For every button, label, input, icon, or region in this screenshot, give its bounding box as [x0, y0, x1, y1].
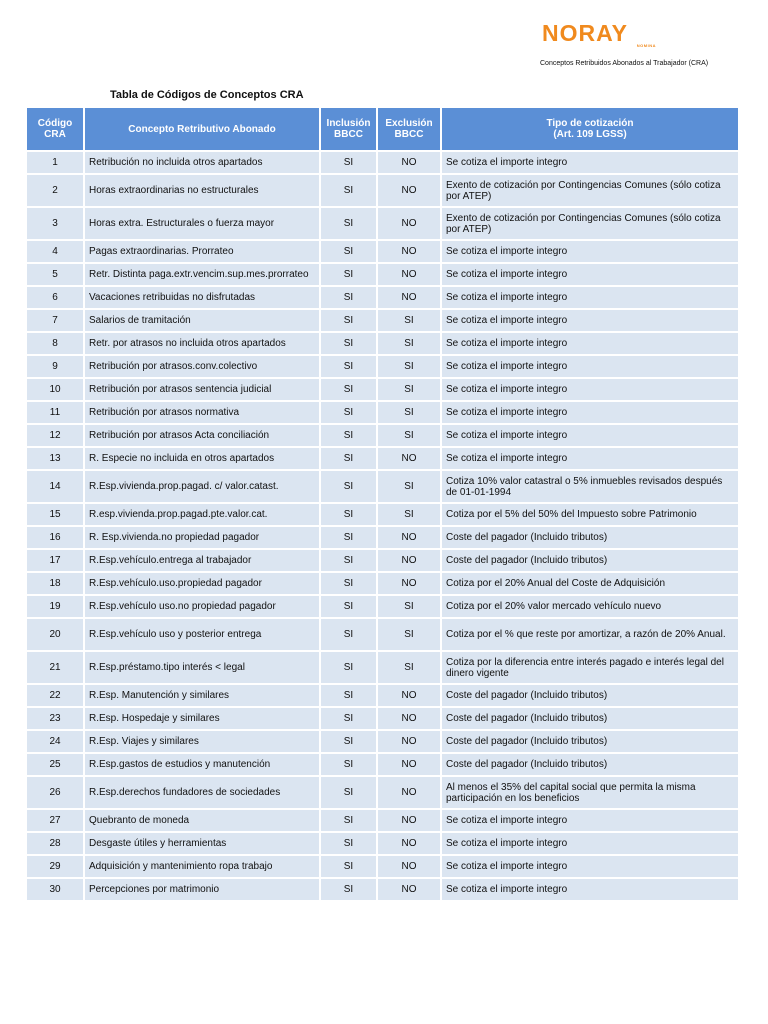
header-code: Código CRA — [27, 108, 83, 150]
exclusion-cell: SI — [378, 596, 440, 617]
code-cell: 3 — [27, 208, 83, 239]
header-tipo — [442, 108, 738, 150]
exclusion-cell: NO — [378, 833, 440, 854]
concept-cell: R.Esp. Hospedaje y similares — [85, 708, 319, 729]
table-row — [27, 287, 738, 308]
document-subtitle: Conceptos Retribuidos Abonados al Trabajador (CRA) — [540, 60, 709, 67]
exclusion-cell: NO — [378, 241, 440, 262]
table-row — [27, 356, 738, 377]
exclusion-cell: NO — [378, 754, 440, 775]
concept-cell: R.Esp.vehículo.entrega al trabajador — [85, 550, 319, 571]
tipo-cell: Cotiza por el % que reste por amortizar, a razón de 20% Anual. — [442, 619, 738, 650]
inclusion-cell: SI — [321, 550, 376, 571]
code-cell: 26 — [27, 777, 83, 808]
exclusion-cell: NO — [378, 810, 440, 831]
tipo-cell: Se cotiza el importe integro — [442, 425, 738, 446]
exclusion-cell: SI — [378, 333, 440, 354]
exclusion-cell: NO — [378, 708, 440, 729]
exclusion-cell: NO — [378, 208, 440, 239]
concept-cell: R. Esp.vivienda.no propiedad pagador — [85, 527, 319, 548]
inclusion-cell: SI — [321, 685, 376, 706]
tipo-cell: Se cotiza el importe integro — [442, 402, 738, 423]
tipo-cell: Exento de cotización por Contingencias Comunes (sólo cotiza por ATEP) — [442, 175, 738, 206]
code-cell: 18 — [27, 573, 83, 594]
table-row — [27, 471, 738, 502]
concept-cell: Horas extra. Estructurales o fuerza mayor — [85, 208, 319, 239]
inclusion-cell: SI — [321, 596, 376, 617]
exclusion-cell: NO — [378, 685, 440, 706]
inclusion-cell: SI — [321, 333, 376, 354]
code-cell: 28 — [27, 833, 83, 854]
table-row — [27, 527, 738, 548]
table-row — [27, 833, 738, 854]
tipo-cell: Se cotiza el importe integro — [442, 448, 738, 469]
concept-cell: R. Especie no incluida en otros apartados — [85, 448, 319, 469]
code-cell: 5 — [27, 264, 83, 285]
concept-cell: R.Esp.préstamo.tipo interés < legal — [85, 652, 319, 683]
tipo-cell: Coste del pagador (Incluido tributos) — [442, 754, 738, 775]
noray-logo — [542, 22, 662, 48]
exclusion-cell: SI — [378, 425, 440, 446]
concept-cell: Retribución por atrasos sentencia judicial — [85, 379, 319, 400]
tipo-cell: Cotiza por el 5% del 50% del Impuesto sobre Patrimonio — [442, 504, 738, 525]
inclusion-cell: SI — [321, 731, 376, 752]
inclusion-cell: SI — [321, 208, 376, 239]
table-row — [27, 754, 738, 775]
code-cell: 2 — [27, 175, 83, 206]
concept-cell: R.Esp.vehículo.uso.propiedad pagador — [85, 573, 319, 594]
code-cell: 30 — [27, 879, 83, 900]
table-row — [27, 448, 738, 469]
code-cell: 29 — [27, 856, 83, 877]
inclusion-cell: SI — [321, 152, 376, 173]
code-cell: 13 — [27, 448, 83, 469]
table-header-row — [27, 108, 738, 150]
concept-cell: Quebranto de moneda — [85, 810, 319, 831]
concept-cell: R.Esp.derechos fundadores de sociedades — [85, 777, 319, 808]
concept-cell: R.Esp.vehículo uso.no propiedad pagador — [85, 596, 319, 617]
code-cell: 27 — [27, 810, 83, 831]
code-cell: 20 — [27, 619, 83, 650]
exclusion-cell: NO — [378, 264, 440, 285]
table-row — [27, 731, 738, 752]
concept-cell: R.Esp.vehículo uso y posterior entrega — [85, 619, 319, 650]
exclusion-cell: NO — [378, 152, 440, 173]
tipo-cell: Cotiza 10% valor catastral o 5% inmuebles revisados después de 01-01-1994 — [442, 471, 738, 502]
tipo-cell: Coste del pagador (Incluido tributos) — [442, 685, 738, 706]
table-row — [27, 425, 738, 446]
inclusion-cell: SI — [321, 879, 376, 900]
code-cell: 16 — [27, 527, 83, 548]
code-cell: 14 — [27, 471, 83, 502]
inclusion-cell: SI — [321, 573, 376, 594]
table-row — [27, 573, 738, 594]
inclusion-cell: SI — [321, 287, 376, 308]
code-cell: 15 — [27, 504, 83, 525]
inclusion-cell: SI — [321, 527, 376, 548]
inclusion-cell: SI — [321, 379, 376, 400]
exclusion-cell: SI — [378, 504, 440, 525]
exclusion-cell: NO — [378, 448, 440, 469]
concept-cell: R.Esp.vivienda.prop.pagad. c/ valor.catast. — [85, 471, 319, 502]
code-cell: 11 — [27, 402, 83, 423]
exclusion-cell: SI — [378, 652, 440, 683]
exclusion-cell: NO — [378, 731, 440, 752]
header-inclusion: Inclusión BBCC — [321, 108, 376, 150]
tipo-cell: Cotiza por la diferencia entre interés pagado e interés legal del dinero vigente — [442, 652, 738, 683]
header-exclusion: Exclusión BBCC — [378, 108, 440, 150]
tipo-cell: Coste del pagador (Incluido tributos) — [442, 527, 738, 548]
exclusion-cell: NO — [378, 777, 440, 808]
concept-cell: Retribución no incluida otros apartados — [85, 152, 319, 173]
code-cell: 19 — [27, 596, 83, 617]
inclusion-cell: SI — [321, 471, 376, 502]
code-cell: 12 — [27, 425, 83, 446]
concept-cell: R.Esp.gastos de estudios y manutención — [85, 754, 319, 775]
concept-cell: Desgaste útiles y herramientas — [85, 833, 319, 854]
code-cell: 25 — [27, 754, 83, 775]
exclusion-cell: NO — [378, 550, 440, 571]
table-row — [27, 856, 738, 877]
exclusion-cell: NO — [378, 879, 440, 900]
exclusion-cell: SI — [378, 619, 440, 650]
header-tipo-line1: Tipo de cotización — [546, 118, 634, 129]
table-row — [27, 504, 738, 525]
inclusion-cell: SI — [321, 833, 376, 854]
table-row — [27, 379, 738, 400]
exclusion-cell: NO — [378, 573, 440, 594]
concept-cell: Percepciones por matrimonio — [85, 879, 319, 900]
concept-cell: Salarios de tramitación — [85, 310, 319, 331]
code-cell: 10 — [27, 379, 83, 400]
inclusion-cell: SI — [321, 754, 376, 775]
code-cell: 6 — [27, 287, 83, 308]
table-row — [27, 708, 738, 729]
tipo-cell: Cotiza por el 20% valor mercado vehículo nuevo — [442, 596, 738, 617]
tipo-cell: Coste del pagador (Incluido tributos) — [442, 731, 738, 752]
inclusion-cell: SI — [321, 856, 376, 877]
tipo-cell: Se cotiza el importe integro — [442, 333, 738, 354]
tipo-cell: Se cotiza el importe integro — [442, 264, 738, 285]
code-cell: 17 — [27, 550, 83, 571]
table-row — [27, 175, 738, 206]
table-row — [27, 333, 738, 354]
table-row — [27, 685, 738, 706]
code-cell: 24 — [27, 731, 83, 752]
inclusion-cell: SI — [321, 504, 376, 525]
tipo-cell: Se cotiza el importe integro — [442, 356, 738, 377]
exclusion-cell: SI — [378, 402, 440, 423]
inclusion-cell: SI — [321, 264, 376, 285]
code-cell: 8 — [27, 333, 83, 354]
inclusion-cell: SI — [321, 708, 376, 729]
exclusion-cell: SI — [378, 379, 440, 400]
exclusion-cell: NO — [378, 175, 440, 206]
code-cell: 4 — [27, 241, 83, 262]
tipo-cell: Se cotiza el importe integro — [442, 856, 738, 877]
table-row — [27, 777, 738, 808]
table-row — [27, 550, 738, 571]
exclusion-cell: NO — [378, 856, 440, 877]
concept-cell: Retribución por atrasos.conv.colectivo — [85, 356, 319, 377]
tipo-cell: Se cotiza el importe integro — [442, 879, 738, 900]
cra-table — [25, 106, 740, 902]
exclusion-cell: SI — [378, 356, 440, 377]
logo-text: NORAY — [542, 20, 628, 46]
table-row — [27, 810, 738, 831]
table-title: Tabla de Códigos de Conceptos CRA — [110, 89, 304, 101]
concept-cell: Retr. Distinta paga.extr.vencim.sup.mes.prorrateo — [85, 264, 319, 285]
concept-cell: Vacaciones retribuidas no disfrutadas — [85, 287, 319, 308]
code-cell: 9 — [27, 356, 83, 377]
code-cell: 22 — [27, 685, 83, 706]
table-row — [27, 652, 738, 683]
inclusion-cell: SI — [321, 652, 376, 683]
table-row — [27, 208, 738, 239]
table-row — [27, 879, 738, 900]
inclusion-cell: SI — [321, 310, 376, 331]
exclusion-cell: SI — [378, 310, 440, 331]
header-tipo-line2: (Art. 109 LGSS) — [553, 129, 627, 140]
table-row — [27, 619, 738, 650]
table-row — [27, 152, 738, 173]
concept-cell: R.esp.vivienda.prop.pagad.pte.valor.cat. — [85, 504, 319, 525]
header-concept: Concepto Retributivo Abonado — [85, 108, 319, 150]
inclusion-cell: SI — [321, 356, 376, 377]
code-cell: 7 — [27, 310, 83, 331]
table-row — [27, 264, 738, 285]
concept-cell: Horas extraordinarias no estructurales — [85, 175, 319, 206]
inclusion-cell: SI — [321, 175, 376, 206]
tipo-cell: Coste del pagador (Incluido tributos) — [442, 708, 738, 729]
inclusion-cell: SI — [321, 241, 376, 262]
exclusion-cell: NO — [378, 287, 440, 308]
concept-cell: R.Esp. Viajes y similares — [85, 731, 319, 752]
table-row — [27, 241, 738, 262]
concept-cell: Retribución por atrasos Acta conciliación — [85, 425, 319, 446]
concept-cell: Pagas extraordinarias. Prorrateo — [85, 241, 319, 262]
inclusion-cell: SI — [321, 777, 376, 808]
tipo-cell: Cotiza por el 20% Anual del Coste de Adquisición — [442, 573, 738, 594]
code-cell: 21 — [27, 652, 83, 683]
concept-cell: Retribución por atrasos normativa — [85, 402, 319, 423]
inclusion-cell: SI — [321, 402, 376, 423]
table-row — [27, 596, 738, 617]
concept-cell: Retr. por atrasos no incluida otros apartados — [85, 333, 319, 354]
logo-subtext: NOMINA — [636, 43, 656, 48]
tipo-cell: Se cotiza el importe integro — [442, 287, 738, 308]
code-cell: 1 — [27, 152, 83, 173]
tipo-cell: Coste del pagador (Incluido tributos) — [442, 550, 738, 571]
concept-cell: R.Esp. Manutención y similares — [85, 685, 319, 706]
tipo-cell: Se cotiza el importe integro — [442, 310, 738, 331]
tipo-cell: Se cotiza el importe integro — [442, 833, 738, 854]
table-row — [27, 402, 738, 423]
inclusion-cell: SI — [321, 619, 376, 650]
exclusion-cell: SI — [378, 471, 440, 502]
inclusion-cell: SI — [321, 425, 376, 446]
exclusion-cell: NO — [378, 527, 440, 548]
tipo-cell: Al menos el 35% del capital social que permita la misma participación en los beneficios — [442, 777, 738, 808]
tipo-cell: Exento de cotización por Contingencias Comunes (sólo cotiza por ATEP) — [442, 208, 738, 239]
tipo-cell: Se cotiza el importe integro — [442, 810, 738, 831]
code-cell: 23 — [27, 708, 83, 729]
inclusion-cell: SI — [321, 810, 376, 831]
concept-cell: Adquisición y mantenimiento ropa trabajo — [85, 856, 319, 877]
tipo-cell: Se cotiza el importe integro — [442, 379, 738, 400]
inclusion-cell: SI — [321, 448, 376, 469]
tipo-cell: Se cotiza el importe integro — [442, 241, 738, 262]
tipo-cell: Se cotiza el importe integro — [442, 152, 738, 173]
table-row — [27, 310, 738, 331]
